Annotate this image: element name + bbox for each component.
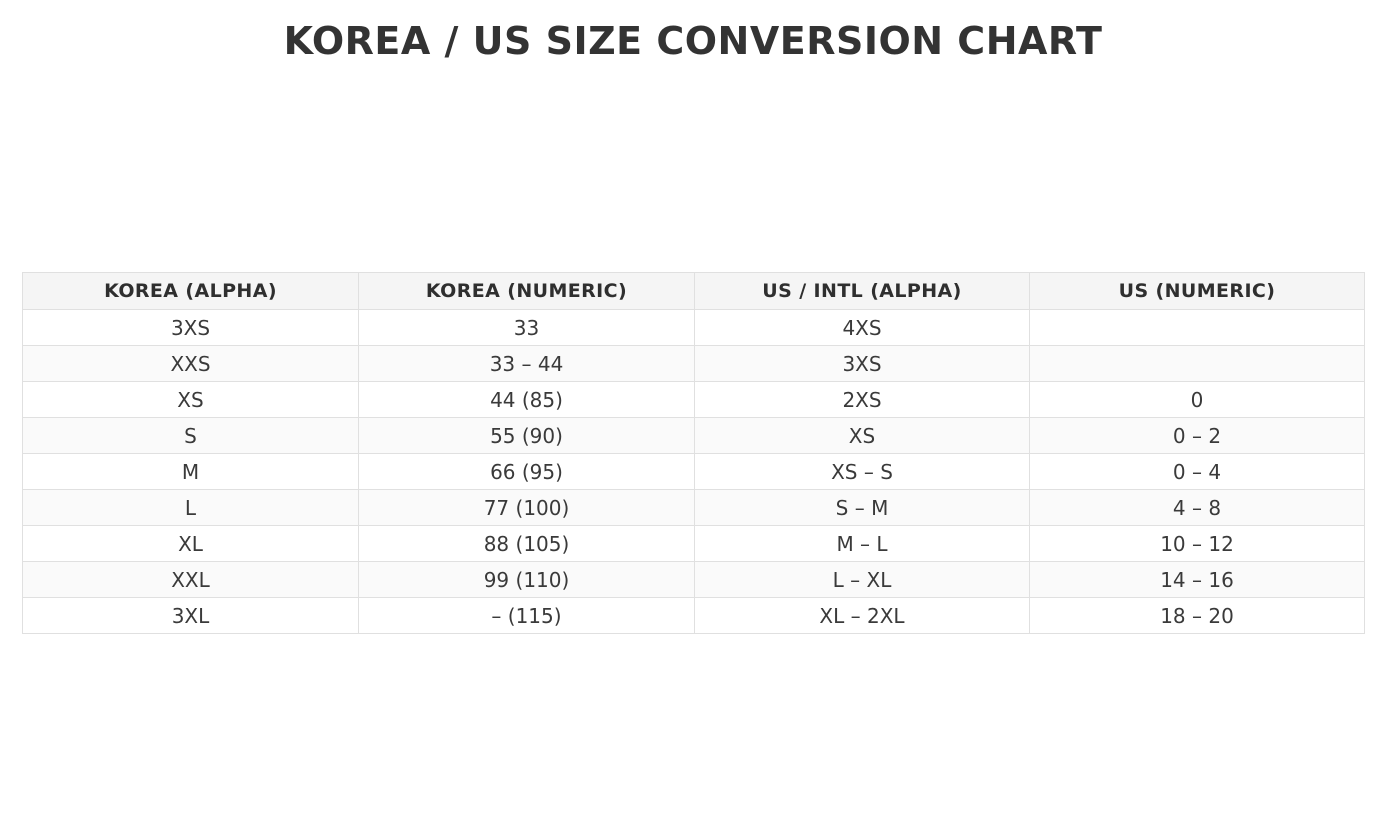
cell-us-intl-alpha: XS – S xyxy=(695,454,1030,490)
cell-us-intl-alpha: M – L xyxy=(695,526,1030,562)
cell-us-intl-alpha: L – XL xyxy=(695,562,1030,598)
column-header-us-intl-alpha: US / INTL (ALPHA) xyxy=(695,273,1030,310)
table-row xyxy=(23,382,1365,418)
cell-us-numeric xyxy=(1030,310,1365,346)
page-title: KOREA / US SIZE CONVERSION CHART xyxy=(283,19,1103,63)
cell-us-numeric: 14 – 16 xyxy=(1030,562,1365,598)
cell-korea-alpha: XXS xyxy=(23,346,359,382)
cell-us-numeric: 10 – 12 xyxy=(1030,526,1365,562)
cell-korea-numeric: – (115) xyxy=(359,598,695,634)
table-body xyxy=(23,310,1365,634)
table-row xyxy=(23,526,1365,562)
table-row xyxy=(23,418,1365,454)
cell-korea-numeric: 77 (100) xyxy=(359,490,695,526)
cell-us-numeric: 0 – 4 xyxy=(1030,454,1365,490)
table-header xyxy=(23,273,1365,310)
cell-korea-numeric: 66 (95) xyxy=(359,454,695,490)
cell-us-intl-alpha: S – M xyxy=(695,490,1030,526)
cell-korea-numeric: 33 xyxy=(359,310,695,346)
cell-us-numeric: 0 – 2 xyxy=(1030,418,1365,454)
cell-korea-alpha: L xyxy=(23,490,359,526)
cell-korea-alpha: 3XL xyxy=(23,598,359,634)
cell-korea-alpha: 3XS xyxy=(23,310,359,346)
cell-us-numeric: 4 – 8 xyxy=(1030,490,1365,526)
cell-us-intl-alpha: 2XS xyxy=(695,382,1030,418)
size-chart-container xyxy=(22,272,1364,634)
cell-korea-numeric: 33 – 44 xyxy=(359,346,695,382)
cell-korea-numeric: 55 (90) xyxy=(359,418,695,454)
table-row xyxy=(23,346,1365,382)
column-header-us-numeric: US (NUMERIC) xyxy=(1030,273,1365,310)
cell-us-numeric: 0 xyxy=(1030,382,1365,418)
table-row xyxy=(23,598,1365,634)
table-row xyxy=(23,562,1365,598)
cell-us-numeric xyxy=(1030,346,1365,382)
cell-korea-alpha: XS xyxy=(23,382,359,418)
column-header-korea-alpha: KOREA (ALPHA) xyxy=(23,273,359,310)
cell-us-numeric: 18 – 20 xyxy=(1030,598,1365,634)
table-row xyxy=(23,490,1365,526)
cell-korea-numeric: 44 (85) xyxy=(359,382,695,418)
cell-korea-numeric: 88 (105) xyxy=(359,526,695,562)
cell-korea-alpha: S xyxy=(23,418,359,454)
column-header-korea-numeric: KOREA (NUMERIC) xyxy=(359,273,695,310)
cell-korea-alpha: M xyxy=(23,454,359,490)
cell-korea-alpha: XXL xyxy=(23,562,359,598)
cell-us-intl-alpha: XS xyxy=(695,418,1030,454)
size-conversion-table xyxy=(22,272,1365,634)
cell-us-intl-alpha: 3XS xyxy=(695,346,1030,382)
cell-us-intl-alpha: XL – 2XL xyxy=(695,598,1030,634)
cell-korea-alpha: XL xyxy=(23,526,359,562)
table-header-row xyxy=(23,273,1365,310)
cell-us-intl-alpha: 4XS xyxy=(695,310,1030,346)
table-row xyxy=(23,454,1365,490)
table-row xyxy=(23,310,1365,346)
cell-korea-numeric: 99 (110) xyxy=(359,562,695,598)
